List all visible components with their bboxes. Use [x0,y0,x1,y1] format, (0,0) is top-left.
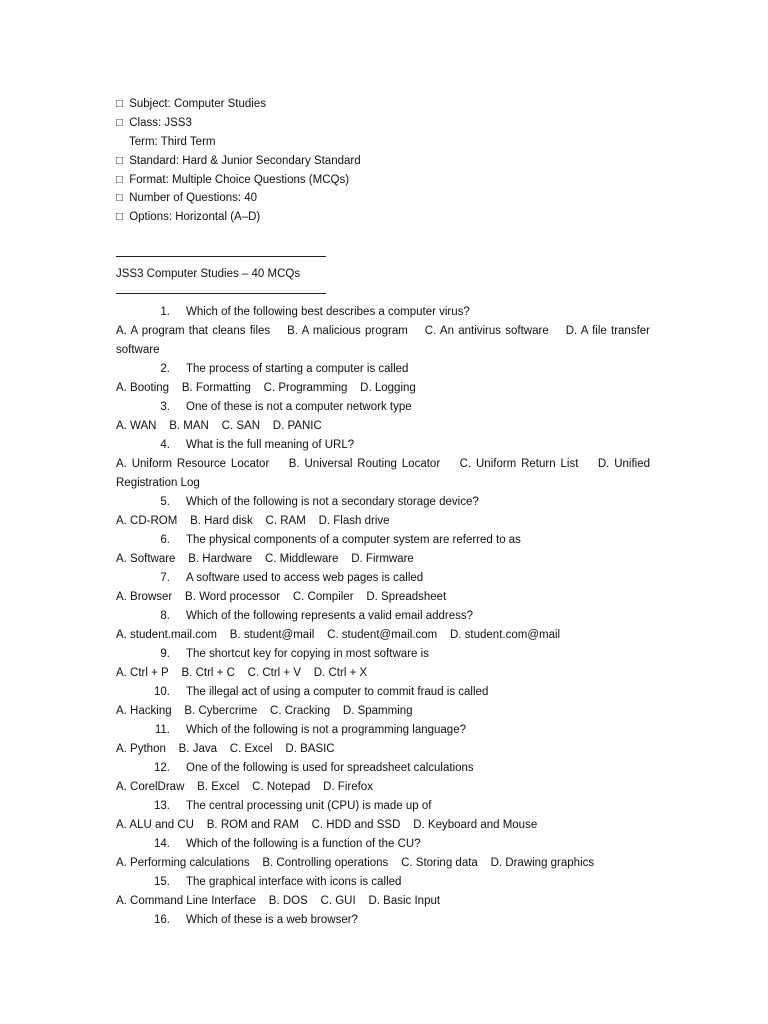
option-d: D. Firmware [351,553,414,565]
checkbox-icon: □ [116,154,123,167]
meta-text: Options: Horizontal (A–D) [129,211,261,224]
options-row [116,626,650,645]
option-a: A. ALU and CU [116,819,194,831]
question-text: Which of the following represents a valid email address? [186,610,474,622]
question-number: 8. [160,610,170,622]
question-item [116,531,650,550]
option-d: D. Drawing graphics [490,857,595,869]
option-a: A. A program that cleans files [116,325,271,337]
option-a: A. Browser [116,591,173,603]
question-list [116,303,650,930]
option-b: B. A malicious program [287,325,408,337]
question-number: 5. [160,496,170,508]
question-item [116,436,650,455]
question-number: 10. [154,686,170,698]
question-text: The central processing unit (CPU) is made up of [186,800,432,812]
option-c: C. Excel [229,743,273,755]
question-text: The illegal act of using a computer to commit fraud is called [186,686,489,698]
option-b: B. Excel [197,781,240,793]
meta-line [116,152,656,171]
option-d: D. Firefox [323,781,373,793]
option-b: B. Universal Routing Locator [288,458,441,470]
options-row [116,816,650,835]
option-d: D. Basic Input [368,895,441,907]
meta-line [116,208,656,227]
question-item [116,360,650,379]
option-c: C. Ctrl + V [247,667,302,679]
option-b: B. Word processor [185,591,281,603]
option-a: A. Command Line Interface [116,895,256,907]
meta-line [116,171,656,190]
question-number: 12. [154,762,170,774]
question-text: The graphical interface with icons is called [186,876,402,888]
document-meta [116,95,656,227]
meta-text: Format: Multiple Choice Questions (MCQs) [129,173,350,186]
options-row [116,417,650,436]
checkbox-icon: □ [116,98,123,110]
question-text: Which of these is a web browser? [186,914,358,926]
question-item [116,759,650,778]
question-item [116,797,650,816]
option-b: B. Hard disk [190,515,253,527]
question-number: 13. [154,800,170,812]
horizontal-rule-bottom [116,293,326,294]
option-a: A. CorelDraw [116,781,185,793]
option-b: B. Hardware [188,553,253,565]
question-number: 6. [160,534,170,546]
option-c: C. student@mail.com [327,629,438,641]
option-a: A. Software [116,553,176,565]
option-a: A. CD-ROM [116,515,178,527]
horizontal-rule-top [116,256,326,257]
checkbox-icon: □ [116,192,123,205]
option-b: B. student@mail [229,629,315,641]
question-number: 11. [154,724,170,736]
option-d: D. student.com@mail [449,629,561,641]
option-b: B. Ctrl + C [181,667,235,679]
option-c: C. Middleware [264,553,339,565]
options-row [116,892,650,911]
options-row [116,854,650,873]
options-row [116,588,650,607]
option-d: D. A file transfer software [116,325,650,356]
option-c: C. Cracking [270,705,331,717]
option-b: B. Controlling operations [262,857,389,869]
option-b: B. DOS [268,895,308,907]
meta-line [116,133,656,152]
question-item [116,398,650,417]
question-item [116,645,650,664]
option-a: A. Python [116,743,166,755]
question-text: A software used to access web pages is called [186,572,424,584]
option-b: B. MAN [169,420,209,432]
question-item [116,493,650,512]
options-row [116,455,650,493]
section-heading: JSS3 Computer Studies – 40 MCQs [116,268,301,280]
option-a: A. WAN [116,420,157,432]
option-c: C. HDD and SSD [311,819,401,831]
question-text: Which of the following is not a secondary storage device? [186,496,479,508]
question-number: 16. [154,914,170,926]
options-row [116,740,650,759]
option-c: C. Storing data [401,857,478,869]
question-number: 1. [160,306,170,318]
option-d: D. Logging [360,382,416,394]
question-item [116,303,650,322]
question-text: The process of starting a computer is called [186,363,409,375]
option-d: D. Unified Registration Log [116,458,651,489]
question-number: 15. [154,876,170,888]
question-item [116,569,650,588]
option-d: D. Spamming [342,705,413,717]
meta-text: Number of Questions: 40 [129,192,258,205]
options-row [116,702,650,721]
question-number: 7. [160,572,170,584]
option-d: D. PANIC [272,420,322,432]
option-d: D. BASIC [285,743,335,755]
meta-line [116,114,656,133]
meta-text: Subject: Computer Studies [129,98,266,110]
options-row [116,322,650,360]
question-text: Which of the following is not a programming language? [186,724,466,736]
meta-text: Term: Third Term [129,135,216,148]
options-row [116,379,650,398]
question-item [116,835,650,854]
question-item [116,607,650,626]
question-text: One of the following is used for spreadsheet calculations [186,762,474,774]
option-d: D. Ctrl + X [313,667,368,679]
option-c: C. An antivirus software [424,325,549,337]
checkbox-icon: □ [116,173,123,186]
option-c: C. Notepad [252,781,311,793]
question-number: 3. [160,401,170,413]
meta-line [116,95,656,114]
question-text: What is the full meaning of URL? [186,439,355,451]
option-a: A. Booting [116,382,170,394]
question-item [116,873,650,892]
option-b: B. Cybercrime [184,705,258,717]
option-c: C. RAM [265,515,306,527]
meta-line [116,189,656,208]
options-row [116,512,650,531]
option-a: A. Uniform Resource Locator [116,458,270,470]
option-c: C. SAN [221,420,260,432]
options-row [116,664,650,683]
option-d: D. Flash drive [318,515,390,527]
option-a: A. student.mail.com [116,629,217,641]
option-d: D. Spreadsheet [366,591,447,603]
meta-text: Class: JSS3 [129,116,192,129]
options-row [116,778,650,797]
option-c: C. GUI [320,895,356,907]
option-c: C. Programming [263,382,348,394]
option-b: B. ROM and RAM [206,819,299,831]
question-text: One of these is not a computer network type [186,401,412,413]
checkbox-icon: □ [116,211,123,224]
question-text: The shortcut key for copying in most software is [186,648,429,660]
question-item [116,683,650,702]
option-c: C. Compiler [292,591,354,603]
question-text: Which of the following best describes a computer virus? [186,306,470,318]
question-item [116,911,650,930]
option-a: A. Hacking [116,705,172,717]
checkbox-icon: □ [116,116,123,129]
question-text: Which of the following is a function of the CU? [186,838,421,850]
question-number: 9. [160,648,170,660]
question-number: 4. [160,439,170,451]
question-text: The physical components of a computer system are referred to as [186,534,521,546]
meta-text: Standard: Hard & Junior Secondary Standard [129,154,361,167]
question-item [116,721,650,740]
option-a: A. Ctrl + P [116,667,169,679]
option-d: D. Keyboard and Mouse [413,819,538,831]
question-number: 2. [160,363,170,375]
options-row [116,550,650,569]
question-number: 14. [154,838,170,850]
option-c: C. Uniform Return List [459,458,579,470]
option-b: B. Java [178,743,218,755]
option-a: A. Performing calculations [116,857,250,869]
option-b: B. Formatting [181,382,251,394]
